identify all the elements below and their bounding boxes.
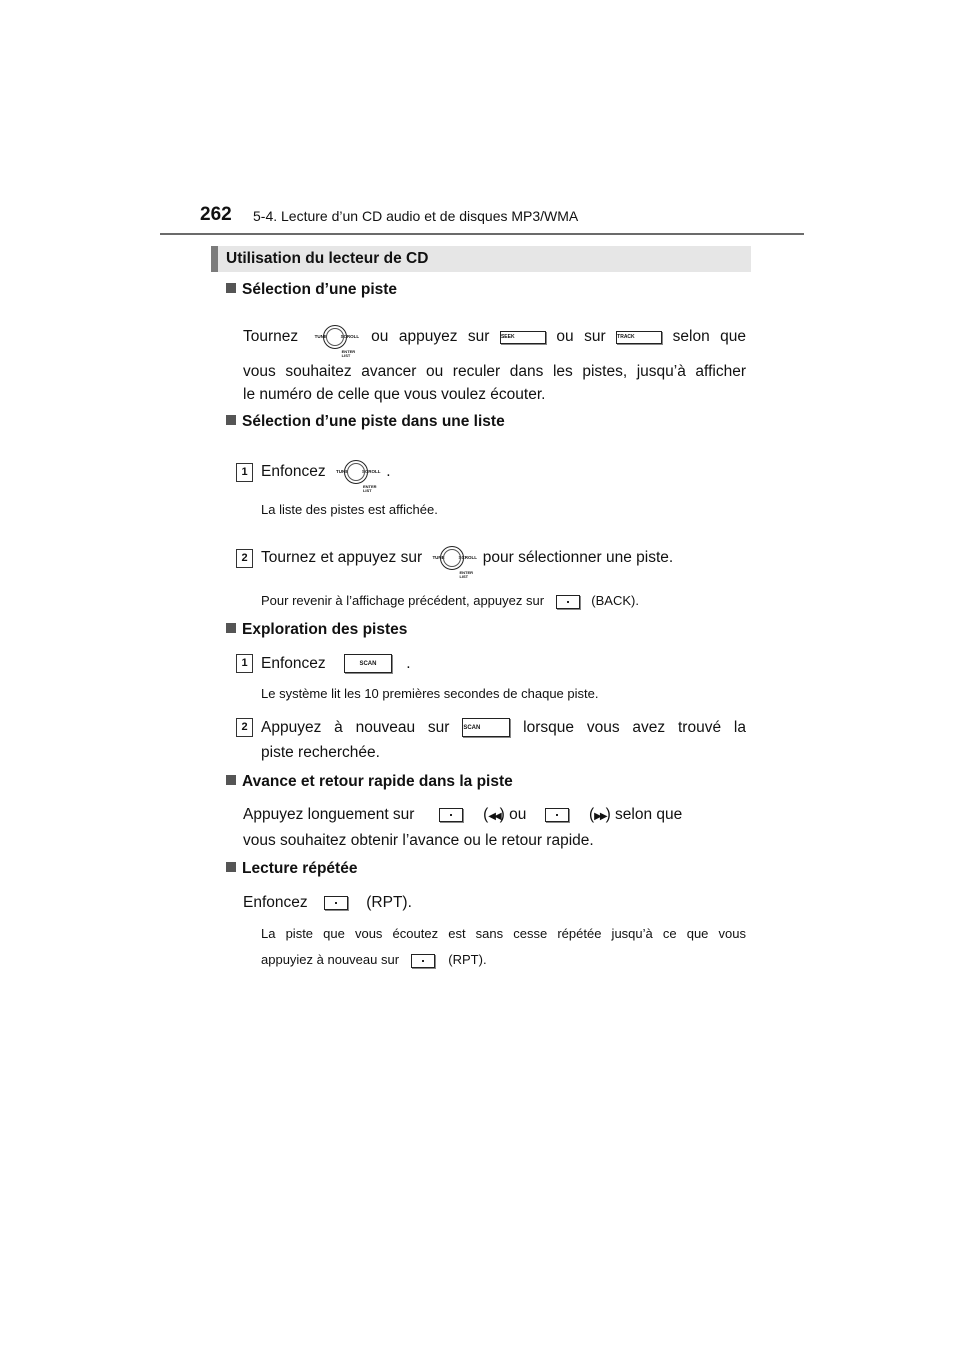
scan-button-icon: SCAN — [462, 718, 510, 737]
step-press-scan-again-line2: piste recherchée. — [261, 744, 380, 761]
page-number: 262 — [200, 204, 232, 225]
note-scan: Le système lit les 10 premières secondes de chaque piste. — [261, 686, 599, 701]
fast-forward-icon: ▶▶ — [594, 811, 606, 822]
heading-scan: Exploration des pistes — [226, 621, 407, 639]
rpt-button-icon — [324, 896, 348, 910]
para-track-selection-line2: vous souhaitez avancer ou reculer dans les pistes, jusqu’à afficher — [243, 363, 746, 380]
step-press-knob: Enfoncez TUNE SCROLL ENTER LIST . — [261, 452, 391, 492]
scan-button-icon: SCAN — [344, 654, 392, 673]
rewind-icon: ◀◀ — [488, 811, 500, 822]
bullet-square-icon — [226, 862, 236, 872]
heading-list-selection: Sélection d’une piste dans une liste — [226, 413, 505, 431]
step-number-1: 1 — [236, 654, 253, 673]
rpt-button-icon — [411, 954, 435, 968]
tune-scroll-knob-icon: TUNE SCROLL ENTER LIST — [309, 317, 361, 357]
para-ff-rew-line2: vous souhaitez obtenir l’avance ou le retour rapide. — [243, 832, 594, 849]
seek-button-icon: SEEK — [500, 331, 546, 344]
bullet-square-icon — [226, 775, 236, 785]
chapter-title: 5-4. Lecture d’un CD audio et de disques MP3/WMA — [253, 208, 579, 224]
heading-fast-forward-rewind: Avance et retour rapide dans la piste — [226, 773, 513, 791]
tune-scroll-knob-icon: TUNE SCROLL ENTER LIST — [330, 452, 382, 492]
para-ff-rew-line1: Appuyez longuement sur (◀◀) ou (▶▶) selon que — [243, 806, 683, 823]
para-track-selection-line3: le numéro de celle que vous voulez écouter. — [243, 386, 546, 403]
step-number-2: 2 — [236, 549, 253, 568]
step-press-scan-again: Appuyez à nouveau sur SCAN lorsque vous avez trouvé la — [261, 719, 746, 736]
bullet-square-icon — [226, 623, 236, 633]
bullet-square-icon — [226, 283, 236, 293]
note-back: Pour revenir à l’affichage précédent, appuyez sur (BACK). — [261, 593, 639, 608]
note-repeat-line2: appuyiez à nouveau sur (RPT). — [261, 952, 487, 967]
bullet-square-icon — [226, 415, 236, 425]
para-repeat: Enfoncez (RPT). — [243, 894, 412, 911]
header-rule — [160, 233, 804, 235]
para-track-selection-line1: Tournez TUNE SCROLL ENTER LIST ou appuyez sur SEEK ou sur TRACK selon que — [243, 317, 746, 357]
section-title: Utilisation du lecteur de CD — [226, 250, 429, 267]
tune-scroll-knob-icon: TUNE SCROLL ENTER LIST — [426, 538, 478, 578]
heading-repeat: Lecture répétée — [226, 860, 357, 878]
note-list-displayed: La liste des pistes est affichée. — [261, 502, 438, 517]
step-turn-press-knob: Tournez et appuyez sur TUNE SCROLL ENTER LIST pour sélectionner une piste. — [261, 538, 673, 578]
heading-track-selection: Sélection d’une piste — [226, 281, 397, 299]
step-number-1: 1 — [236, 463, 253, 482]
rewind-button-icon — [439, 808, 463, 822]
fast-forward-button-icon — [545, 808, 569, 822]
note-repeat-line1: La piste que vous écoutez est sans cesse répétée jusqu’à ce que vous — [261, 926, 746, 941]
section-title-bar — [211, 246, 751, 272]
step-press-scan: Enfoncez SCAN . — [261, 655, 411, 672]
back-button-icon — [556, 595, 580, 609]
step-number-2: 2 — [236, 718, 253, 737]
track-button-icon: TRACK — [616, 331, 662, 344]
